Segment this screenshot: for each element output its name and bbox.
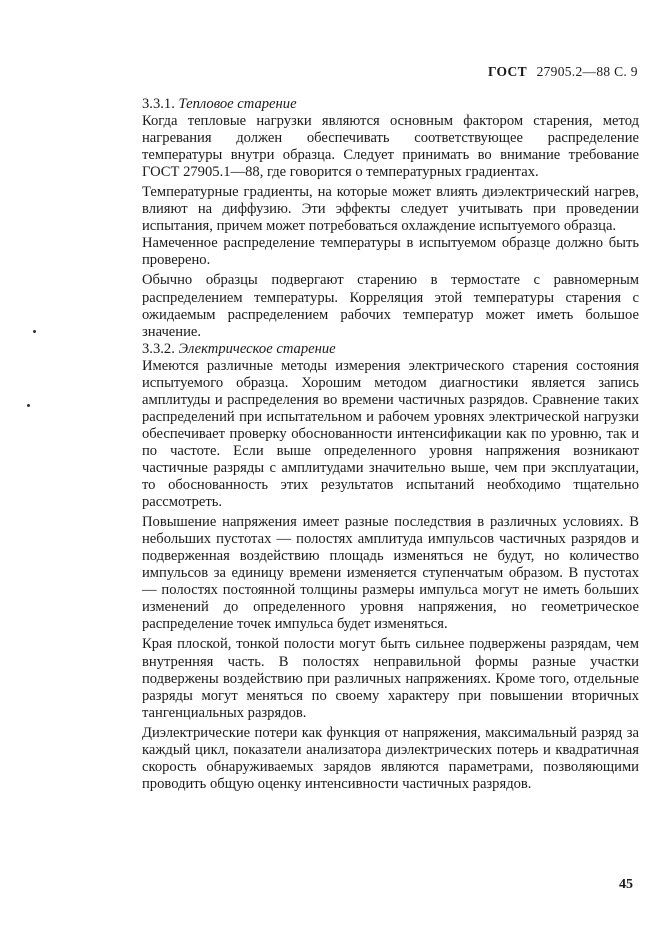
scan-speck	[27, 404, 30, 407]
section-number: 3.3.2.	[142, 340, 175, 357]
paragraph: Обычно образцы подвергают старению в термостате с равномерным распределением температуры. Корреляция этой температуры старения с ожидаемым распределением рабочих температур может иметь большое значение.	[142, 272, 639, 340]
section-heading-3-3-2	[142, 341, 639, 358]
header-gost: ГОСТ	[488, 64, 527, 79]
paragraph: Намеченное распределение температуры в испытуемом образце должно быть проверено.	[142, 235, 639, 269]
paragraph: Повышение напряжения имеет разные последствия в различных условиях. В небольших пустотах — полостях амплитуда импульсов частичных разрядов и подверженная воздействию площадь изменяться не будут, но количество импульсов за единицу времени изменяется ступенчатым образом. В пустотах — полостях постоянной толщины размеры импульса могут не иметь больших изменений до определенного уровня напряжения, но геометрическое распределение точек импульса будет изменяться.	[142, 514, 639, 633]
section-heading-3-3-1	[142, 96, 639, 113]
paragraph: Имеются различные методы измерения электрического старения состояния испытуемого образца. Хорошим методом диагностики является запись амплитуды и распределения во времени частичных разрядов. Сравнение таких распределений при испытательном и рабочем уровнях электрической нагрузки обеспечивает проверку обоснованности интенсификации как по уровню, так и по частоте. Если выше определенного уровня напряжения возникают частичные разряды с амплитудами значительно выше, чем при эксплуатации, то обоснованность этих результатов испытаний необходимо тщательно рассмотреть.	[142, 357, 639, 511]
scan-speck	[33, 330, 36, 333]
page-number: 45	[619, 877, 633, 892]
running-header	[488, 64, 648, 80]
section-title: Тепловое старение	[178, 96, 297, 112]
paragraph: Температурные градиенты, на которые может влиять диэлектрический нагрев, влияют на диффузию. Эти эффекты следует учитывать при проведении испытания, причем может потребоваться охлаждение испытуемого образца.	[142, 184, 639, 235]
section-title: Электрическое старение	[178, 340, 336, 357]
section-number: 3.3.1.	[142, 96, 175, 112]
paragraph: Диэлектрические потери как функция от напряжения, максимальный разряд за каждый цикл, показатели анализатора диэлектрических потерь и квадратичная скорость обнаруживаемых зарядов являются параметрами, позволяющими проводить общую оценку интенсивности частичных разрядов.	[142, 724, 639, 792]
paragraph: Края плоской, тонкой полости могут быть сильнее подвержены разрядам, чем внутренняя часть. В полостях неправильной формы разные участки подвержены воздействию при различных напряжениях. Кроме того, отдельные разряды могут меняться по своему характеру при повышении вторичных тангенциальных разрядов.	[142, 636, 639, 721]
paragraph: Когда тепловые нагрузки являются основным фактором старения, метод нагревания должен обеспечивать соответствующее распределение температуры внутри образца. Следует принимать во внимание требование ГОСТ 27905.1—88, где говорится о температурных градиентах.	[142, 113, 639, 181]
body-text	[142, 96, 639, 793]
header-standard-number: 27905.2—88	[536, 64, 611, 79]
header-page-label: С. 9	[614, 64, 638, 79]
